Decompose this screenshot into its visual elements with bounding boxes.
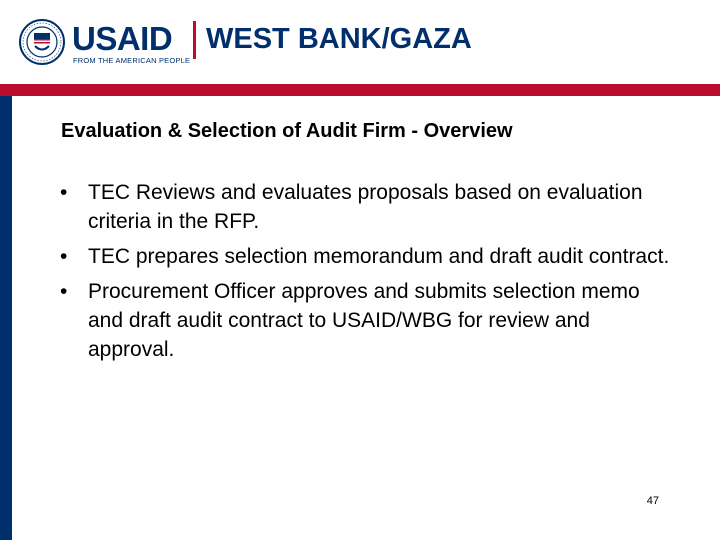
bullet-text: Procurement Officer approves and submits selection memo and draft audit contract to USAID/WBG for review and approval. xyxy=(88,280,640,361)
bullet-text: TEC prepares selection memorandum and draft audit contract. xyxy=(88,245,670,268)
bullet-icon: • xyxy=(60,245,68,268)
bullet-list xyxy=(60,178,680,370)
region-wordmark: WEST BANK/GAZA xyxy=(206,23,472,55)
usaid-wordmark: USAID xyxy=(72,20,173,57)
header-red-bar xyxy=(0,84,720,96)
bullet-icon: • xyxy=(60,280,68,303)
brand-divider xyxy=(193,21,196,59)
bullet-item xyxy=(60,277,680,364)
usaid-seal-icon xyxy=(19,19,65,65)
brand-tagline: FROM THE AMERICAN PEOPLE xyxy=(73,56,191,65)
left-navy-stripe xyxy=(0,96,12,540)
bullet-text: TEC Reviews and evaluates proposals based on evaluation criteria in the RFP. xyxy=(88,181,643,233)
slide-header xyxy=(0,0,720,84)
bullet-item xyxy=(60,178,680,236)
bullet-item xyxy=(60,242,680,271)
bullet-icon: • xyxy=(60,181,68,204)
page-number: 47 xyxy=(646,495,659,507)
slide-title: Evaluation & Selection of Audit Firm - Overview xyxy=(61,120,513,142)
